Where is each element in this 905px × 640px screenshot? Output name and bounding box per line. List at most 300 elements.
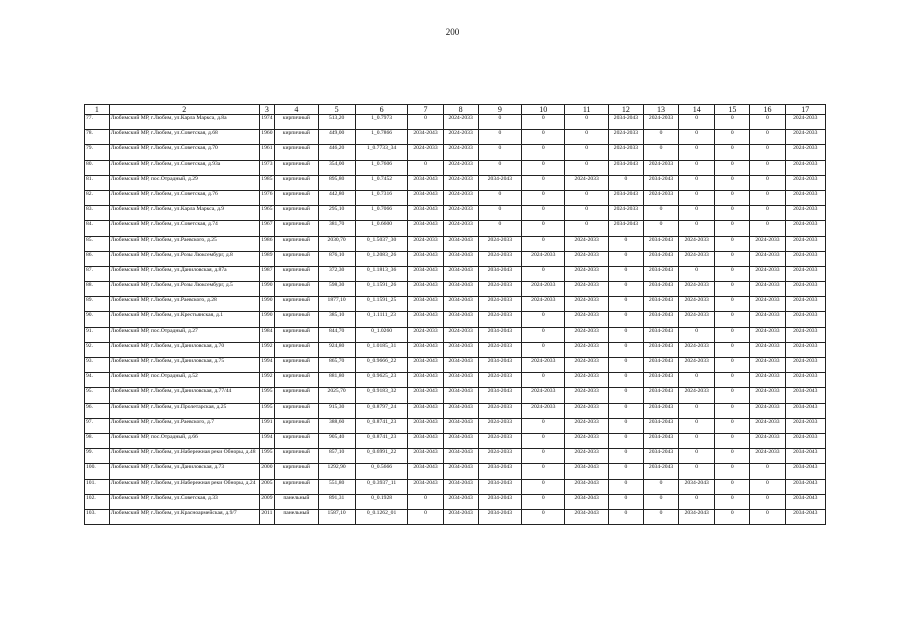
table-cell: 2034-2043 bbox=[408, 358, 443, 373]
table-cell: 2034-2043 bbox=[643, 358, 678, 373]
table-cell: 1292,90 bbox=[318, 464, 355, 479]
table-cell: 96. bbox=[85, 403, 110, 418]
table-cell: Любимский МР, г.Любим, ул.Пролетарская, д.25 bbox=[109, 403, 259, 418]
table-row bbox=[85, 358, 826, 373]
table-cell: 1960 bbox=[259, 130, 275, 145]
table-cell: 0 bbox=[679, 373, 715, 388]
table-cell: 1587,10 bbox=[318, 509, 355, 524]
table-cell: 0 bbox=[715, 327, 750, 342]
table-cell: 2024-2033 bbox=[565, 236, 608, 251]
table-cell: 0 bbox=[679, 130, 715, 145]
column-header: 14 bbox=[679, 105, 715, 115]
table-cell: 1990 bbox=[259, 297, 275, 312]
table-cell: 2034-2043 bbox=[478, 479, 521, 494]
table-cell: 0 bbox=[608, 373, 643, 388]
table-cell: 2024-2033 bbox=[785, 206, 825, 221]
table-cell: 2034-2043 bbox=[643, 297, 678, 312]
table-cell: 0 bbox=[478, 160, 521, 175]
table-cell: 0 bbox=[715, 266, 750, 281]
table-cell: 0_0.5666 bbox=[355, 464, 408, 479]
table-cell: Любимский МР, г.Любим, ул.Раевского, д.7 bbox=[109, 418, 259, 433]
table-cell: 2034-2043 bbox=[643, 327, 678, 342]
table-cell: 0 bbox=[715, 236, 750, 251]
table-cell: 2034-2043 bbox=[785, 388, 825, 403]
table-cell: 0 bbox=[643, 130, 678, 145]
table-cell: 1986 bbox=[259, 236, 275, 251]
table-cell: 2034-2043 bbox=[643, 175, 678, 190]
table-cell: 0 bbox=[522, 190, 565, 205]
table-cell: 2024-2033 bbox=[443, 175, 478, 190]
table-cell: 2024-2033 bbox=[750, 312, 785, 327]
table-cell: 1990 bbox=[259, 312, 275, 327]
table-cell: 0 bbox=[750, 160, 785, 175]
table-cell: Любимский МР, г.Любим, ул.Советская, д.76 bbox=[109, 190, 259, 205]
table-cell: 2005 bbox=[259, 479, 275, 494]
table-cell: Любимский МР, г.Любим, ул.Советская, д.70 bbox=[109, 145, 259, 160]
table-cell: 0 bbox=[643, 221, 678, 236]
table-cell: 388,60 bbox=[318, 418, 355, 433]
table-cell: 2024-2033 bbox=[750, 266, 785, 281]
table-cell: кирпичный bbox=[275, 236, 318, 251]
table-cell: 891,31 bbox=[318, 494, 355, 509]
table-cell: Любимский МР, г.Любим, ул.Набережная реки Обноры, д.48 bbox=[109, 449, 259, 464]
table-cell: 2024-2033 bbox=[443, 115, 478, 130]
table-cell: 0 bbox=[608, 464, 643, 479]
table-cell: 2034-2043 bbox=[643, 342, 678, 357]
table-cell: 2024-2033 bbox=[443, 327, 478, 342]
table-cell: 1974 bbox=[259, 115, 275, 130]
table-cell: 354,00 bbox=[318, 160, 355, 175]
table-row bbox=[85, 266, 826, 281]
table-cell: 2024-2033 bbox=[478, 251, 521, 266]
table-cell: 2034-2043 bbox=[443, 388, 478, 403]
column-header: 15 bbox=[715, 105, 750, 115]
table-cell: 2024-2033 bbox=[565, 418, 608, 433]
table-row bbox=[85, 509, 826, 524]
table-cell: 1_0.7066 bbox=[355, 206, 408, 221]
table-cell: 2034-2043 bbox=[443, 358, 478, 373]
table-cell: 2034-2043 bbox=[478, 175, 521, 190]
table-cell: 0 bbox=[643, 145, 678, 160]
table-cell: 99. bbox=[85, 449, 110, 464]
table-cell: 2024-2033 bbox=[608, 130, 643, 145]
table-cell: 2024-2033 bbox=[522, 282, 565, 297]
table-cell: 0 bbox=[565, 160, 608, 175]
table-cell: 95. bbox=[85, 388, 110, 403]
table-cell: 2009 bbox=[259, 494, 275, 509]
table-cell: 2024-2033 bbox=[478, 282, 521, 297]
table-cell: 1994 bbox=[259, 433, 275, 448]
table-cell: 92. bbox=[85, 342, 110, 357]
table-cell: 513,20 bbox=[318, 115, 355, 130]
table-cell: 0 bbox=[565, 115, 608, 130]
table-cell: 0 bbox=[715, 479, 750, 494]
table-cell: 1965 bbox=[259, 206, 275, 221]
table-cell: 449,00 bbox=[318, 130, 355, 145]
table-row bbox=[85, 479, 826, 494]
table-cell: 2034-2043 bbox=[408, 206, 443, 221]
table-cell: Любимский МР, пос.Отрадный, д.66 bbox=[109, 433, 259, 448]
table-cell: 1984 bbox=[259, 327, 275, 342]
table-cell: кирпичный bbox=[275, 251, 318, 266]
table-cell: 2024-2033 bbox=[785, 160, 825, 175]
table-cell: 2034-2043 bbox=[443, 433, 478, 448]
table-cell: 2024-2033 bbox=[785, 221, 825, 236]
table-row bbox=[85, 373, 826, 388]
table-cell: 2024-2033 bbox=[785, 115, 825, 130]
table-cell: 2024-2033 bbox=[785, 266, 825, 281]
table-cell: 1976 bbox=[259, 190, 275, 205]
table-cell: 1992 bbox=[259, 373, 275, 388]
table-cell: 83. bbox=[85, 206, 110, 221]
table-cell: 2024-2033 bbox=[643, 160, 678, 175]
table-cell: 2024-2033 bbox=[785, 190, 825, 205]
table-cell: 2024-2033 bbox=[443, 145, 478, 160]
table-cell: 2034-2043 bbox=[478, 388, 521, 403]
column-header: 2 bbox=[109, 105, 259, 115]
table-cell: 0 bbox=[478, 206, 521, 221]
table-cell: 844,70 bbox=[318, 327, 355, 342]
table-cell: 2024-2033 bbox=[679, 358, 715, 373]
table-cell: 2034-2043 bbox=[408, 373, 443, 388]
column-header: 3 bbox=[259, 105, 275, 115]
table-cell: 0 bbox=[522, 418, 565, 433]
table-cell: 82. bbox=[85, 190, 110, 205]
table-cell: кирпичный bbox=[275, 373, 318, 388]
table-row bbox=[85, 130, 826, 145]
table-cell: 0 bbox=[478, 190, 521, 205]
table-cell: 2034-2043 bbox=[643, 236, 678, 251]
table-cell: Любимский МР, г.Любим, ул.Карла Маркса, д.8а bbox=[109, 115, 259, 130]
table-row bbox=[85, 175, 826, 190]
table-cell: 0 bbox=[715, 190, 750, 205]
table-cell: Любимский МР, г.Любим, ул.Даниловская, д.70 bbox=[109, 342, 259, 357]
table-cell: 2034-2043 bbox=[478, 464, 521, 479]
table-cell: 2024-2033 bbox=[408, 145, 443, 160]
table-row bbox=[85, 145, 826, 160]
table-cell: 0_1.1591_25 bbox=[355, 297, 408, 312]
table-cell: 2024-2033 bbox=[522, 388, 565, 403]
table-row bbox=[85, 403, 826, 418]
table-cell: 0_1.1591_26 bbox=[355, 282, 408, 297]
table-row bbox=[85, 327, 826, 342]
table-cell: Любимский МР, пос.Отрадный, д.27 bbox=[109, 327, 259, 342]
table-cell: 0 bbox=[643, 509, 678, 524]
table-cell: 2024-2033 bbox=[478, 418, 521, 433]
table-cell: 0 bbox=[750, 221, 785, 236]
table-cell: 0 bbox=[715, 449, 750, 464]
table-cell: 0 bbox=[679, 494, 715, 509]
table-cell: 2034-2043 bbox=[408, 433, 443, 448]
table-cell: 2024-2033 bbox=[785, 358, 825, 373]
table-cell: кирпичный bbox=[275, 418, 318, 433]
table-cell: кирпичный bbox=[275, 145, 318, 160]
table-cell: кирпичный bbox=[275, 297, 318, 312]
table-cell: 0 bbox=[408, 494, 443, 509]
table-cell: Любимский МР, г.Любим, ул.Красноармейская, д.9/7 bbox=[109, 509, 259, 524]
table-cell: 2034-2043 bbox=[408, 190, 443, 205]
table-cell: 2025,70 bbox=[318, 388, 355, 403]
table-cell: 0 bbox=[750, 464, 785, 479]
column-header: 11 bbox=[565, 105, 608, 115]
table-cell: 2034-2043 bbox=[785, 464, 825, 479]
table-cell: 2034-2043 bbox=[478, 266, 521, 281]
table-cell: 2034-2043 bbox=[478, 358, 521, 373]
table-cell: 2034-2043 bbox=[608, 221, 643, 236]
table-cell: 0_0.1262_01 bbox=[355, 509, 408, 524]
table-cell: 0 bbox=[679, 206, 715, 221]
table-cell: 0 bbox=[522, 145, 565, 160]
table-cell: 2034-2043 bbox=[408, 266, 443, 281]
table-cell: Любимский МР, г.Любим, ул.Карла Маркса, д.9 bbox=[109, 206, 259, 221]
table-cell: 0 bbox=[750, 494, 785, 509]
table-cell: 2034-2043 bbox=[643, 433, 678, 448]
table-cell: 102. bbox=[85, 494, 110, 509]
table-cell: 97. bbox=[85, 418, 110, 433]
table-cell: 0_0.8797_24 bbox=[355, 403, 408, 418]
table-cell: 598,30 bbox=[318, 282, 355, 297]
table-body bbox=[85, 115, 826, 525]
table-cell: 2024-2033 bbox=[608, 206, 643, 221]
table-cell: кирпичный bbox=[275, 433, 318, 448]
table-cell: 2024-2033 bbox=[443, 206, 478, 221]
table-cell: 0 bbox=[679, 145, 715, 160]
table-cell: 857,10 bbox=[318, 449, 355, 464]
table-cell: 0 bbox=[715, 130, 750, 145]
table-cell: 2024-2033 bbox=[522, 251, 565, 266]
table-cell: 0 bbox=[608, 433, 643, 448]
table-cell: 2034-2043 bbox=[408, 449, 443, 464]
table-cell: 0 bbox=[408, 160, 443, 175]
table-cell: 1961 bbox=[259, 145, 275, 160]
table-cell: 2034-2043 bbox=[565, 494, 608, 509]
table-cell: 2024-2033 bbox=[608, 145, 643, 160]
table-cell: 2034-2043 bbox=[643, 312, 678, 327]
table-cell: 2024-2033 bbox=[478, 342, 521, 357]
table-cell: Любимский МР, г.Любим, ул.Розы Люксембург, д.5 bbox=[109, 282, 259, 297]
column-header: 7 bbox=[408, 105, 443, 115]
table-cell: 2024-2033 bbox=[785, 175, 825, 190]
table-cell: кирпичный bbox=[275, 190, 318, 205]
table-cell: 0 bbox=[750, 509, 785, 524]
table-cell: 2034-2043 bbox=[785, 479, 825, 494]
table-cell: кирпичный bbox=[275, 115, 318, 130]
table-cell: 2034-2043 bbox=[565, 479, 608, 494]
table-cell: 2024-2033 bbox=[478, 373, 521, 388]
table-cell: 881,80 bbox=[318, 373, 355, 388]
table-cell: 2024-2033 bbox=[750, 433, 785, 448]
table-cell: Любимский МР, г.Любим, ул.Советская, д.74 bbox=[109, 221, 259, 236]
table-cell: Любимский МР, г.Любим, ул.Даниловская, д.73 bbox=[109, 464, 259, 479]
column-header: 9 bbox=[478, 105, 521, 115]
table-cell: 2024-2033 bbox=[785, 327, 825, 342]
table-cell: 2034-2043 bbox=[408, 282, 443, 297]
column-header: 12 bbox=[608, 105, 643, 115]
table-cell: 2034-2043 bbox=[478, 327, 521, 342]
table-cell: 0 bbox=[715, 282, 750, 297]
table-cell: 2024-2033 bbox=[679, 297, 715, 312]
table-cell: 2024-2033 bbox=[785, 297, 825, 312]
table-cell: 1967 bbox=[259, 221, 275, 236]
table-cell: Любимский МР, пос.Отрадный, д.52 bbox=[109, 373, 259, 388]
table-cell: 2034-2043 bbox=[608, 190, 643, 205]
table-row bbox=[85, 418, 826, 433]
table-cell: 905,40 bbox=[318, 433, 355, 448]
table-cell: 2034-2043 bbox=[643, 282, 678, 297]
table-cell: 0 bbox=[608, 418, 643, 433]
table-cell: 2024-2033 bbox=[750, 403, 785, 418]
table-cell: 2024-2033 bbox=[522, 403, 565, 418]
table-cell: 446,20 bbox=[318, 145, 355, 160]
table-cell: 1_0.7973 bbox=[355, 115, 408, 130]
table-cell: 2024-2033 bbox=[785, 130, 825, 145]
table-cell: кирпичный bbox=[275, 449, 318, 464]
table-cell: 0 bbox=[750, 479, 785, 494]
table-cell: 2024-2033 bbox=[750, 251, 785, 266]
table-cell: 0 bbox=[750, 130, 785, 145]
table-cell: 0 bbox=[679, 449, 715, 464]
table-cell: кирпичный bbox=[275, 358, 318, 373]
table-row bbox=[85, 494, 826, 509]
table-cell: 381,70 bbox=[318, 221, 355, 236]
table-cell: 915,30 bbox=[318, 403, 355, 418]
table-cell: 0 bbox=[715, 160, 750, 175]
table-cell: 78. bbox=[85, 130, 110, 145]
table-cell: 2034-2043 bbox=[408, 221, 443, 236]
table-cell: 2024-2033 bbox=[679, 388, 715, 403]
table-cell: 2024-2033 bbox=[565, 266, 608, 281]
table-cell: 89. bbox=[85, 297, 110, 312]
table-cell: 2034-2043 bbox=[443, 373, 478, 388]
table-cell: 0_0.8741_23 bbox=[355, 433, 408, 448]
table-cell: 0 bbox=[643, 494, 678, 509]
table-cell: 0_1.1111_23 bbox=[355, 312, 408, 327]
table-cell: 2024-2033 bbox=[443, 190, 478, 205]
table-cell: 1992 bbox=[259, 342, 275, 357]
table-cell: 0 bbox=[608, 388, 643, 403]
table-cell: 2034-2043 bbox=[608, 160, 643, 175]
table-cell: 295,10 bbox=[318, 206, 355, 221]
table-cell: 88. bbox=[85, 282, 110, 297]
table-row bbox=[85, 312, 826, 327]
table-cell: 2034-2043 bbox=[565, 464, 608, 479]
table-cell: 2024-2033 bbox=[443, 221, 478, 236]
table-cell: 2024-2033 bbox=[565, 433, 608, 448]
table-cell: 2034-2043 bbox=[643, 373, 678, 388]
table-cell: 2034-2043 bbox=[443, 403, 478, 418]
table-cell: 0 bbox=[715, 403, 750, 418]
table-cell: 2034-2043 bbox=[679, 509, 715, 524]
table-cell: 0_1.0185_31 bbox=[355, 342, 408, 357]
table-cell: 0 bbox=[522, 160, 565, 175]
table-cell: 2024-2033 bbox=[750, 282, 785, 297]
table-cell: 0 bbox=[522, 327, 565, 342]
table-cell: 2034-2043 bbox=[643, 464, 678, 479]
table-cell: 0 bbox=[522, 312, 565, 327]
table-cell: Любимский МР, г.Любим, ул.Советская, д.33 bbox=[109, 494, 259, 509]
table-cell: 0 bbox=[715, 373, 750, 388]
table-cell: 1_0.7866 bbox=[355, 130, 408, 145]
table-cell: 2024-2033 bbox=[565, 175, 608, 190]
table-cell: 2034-2043 bbox=[608, 115, 643, 130]
page-number: 200 bbox=[445, 27, 460, 37]
table-cell: Любимский МР, г.Любим, ул.Даниловская, д.75 bbox=[109, 358, 259, 373]
table-cell: кирпичный bbox=[275, 206, 318, 221]
table-cell: 2034-2043 bbox=[785, 509, 825, 524]
table-cell: 865,70 bbox=[318, 358, 355, 373]
table-cell: 2034-2043 bbox=[408, 403, 443, 418]
table-cell: 1990 bbox=[259, 282, 275, 297]
table-cell: 2024-2033 bbox=[679, 236, 715, 251]
table-cell: 2024-2033 bbox=[565, 327, 608, 342]
table-cell: 86. bbox=[85, 251, 110, 266]
table-row bbox=[85, 221, 826, 236]
table-cell: 77. bbox=[85, 115, 110, 130]
table-cell: 0 bbox=[750, 190, 785, 205]
table-cell: 2034-2043 bbox=[478, 509, 521, 524]
table-cell: 2034-2043 bbox=[408, 312, 443, 327]
table-cell: 0 bbox=[715, 115, 750, 130]
table-cell: 101. bbox=[85, 479, 110, 494]
table-cell: 2024-2033 bbox=[443, 130, 478, 145]
table-cell: 1989 bbox=[259, 251, 275, 266]
table-cell: 0 bbox=[565, 221, 608, 236]
table-cell: 2000 bbox=[259, 464, 275, 479]
table-cell: 81. bbox=[85, 175, 110, 190]
table-cell: 2034-2043 bbox=[443, 297, 478, 312]
table-cell: 2024-2033 bbox=[750, 418, 785, 433]
table-cell: кирпичный bbox=[275, 266, 318, 281]
table-cell: 2034-2043 bbox=[643, 266, 678, 281]
table-row bbox=[85, 206, 826, 221]
table-cell: 0 bbox=[643, 479, 678, 494]
table-cell: Любимский МР, г.Любим, ул.Раевского, д.25 bbox=[109, 236, 259, 251]
table-row bbox=[85, 388, 826, 403]
table-cell: 0 bbox=[750, 145, 785, 160]
table-cell: 2024-2033 bbox=[785, 236, 825, 251]
table-row bbox=[85, 282, 826, 297]
table-cell: 2034-2043 bbox=[443, 236, 478, 251]
table-cell: 0 bbox=[715, 221, 750, 236]
table-cell: кирпичный bbox=[275, 388, 318, 403]
table-cell: 0 bbox=[679, 190, 715, 205]
table-row bbox=[85, 449, 826, 464]
table-cell: 0 bbox=[522, 221, 565, 236]
table-cell: 2034-2043 bbox=[443, 312, 478, 327]
table-cell: 0 bbox=[608, 342, 643, 357]
table-cell: 0_1.2083_26 bbox=[355, 251, 408, 266]
table-cell: 2034-2043 bbox=[679, 479, 715, 494]
table-cell: Любимский МР, г.Любим, ул.Раевского, д.28 bbox=[109, 297, 259, 312]
table-cell: 0 bbox=[608, 236, 643, 251]
table-cell: 0 bbox=[478, 130, 521, 145]
table-cell: 2024-2033 bbox=[478, 297, 521, 312]
table-cell: 2024-2033 bbox=[565, 312, 608, 327]
table-cell: 876,10 bbox=[318, 251, 355, 266]
table-cell: 94. bbox=[85, 373, 110, 388]
table-cell: 0 bbox=[608, 449, 643, 464]
table-cell: 2024-2033 bbox=[679, 342, 715, 357]
table-cell: 91. bbox=[85, 327, 110, 342]
table-cell: 442,80 bbox=[318, 190, 355, 205]
column-header: 5 bbox=[318, 105, 355, 115]
table-cell: 0 bbox=[715, 433, 750, 448]
table-cell: 0 bbox=[522, 464, 565, 479]
table-cell: 0 bbox=[679, 160, 715, 175]
table-cell: 1973 bbox=[259, 160, 275, 175]
column-header: 16 bbox=[750, 105, 785, 115]
table-row bbox=[85, 190, 826, 205]
